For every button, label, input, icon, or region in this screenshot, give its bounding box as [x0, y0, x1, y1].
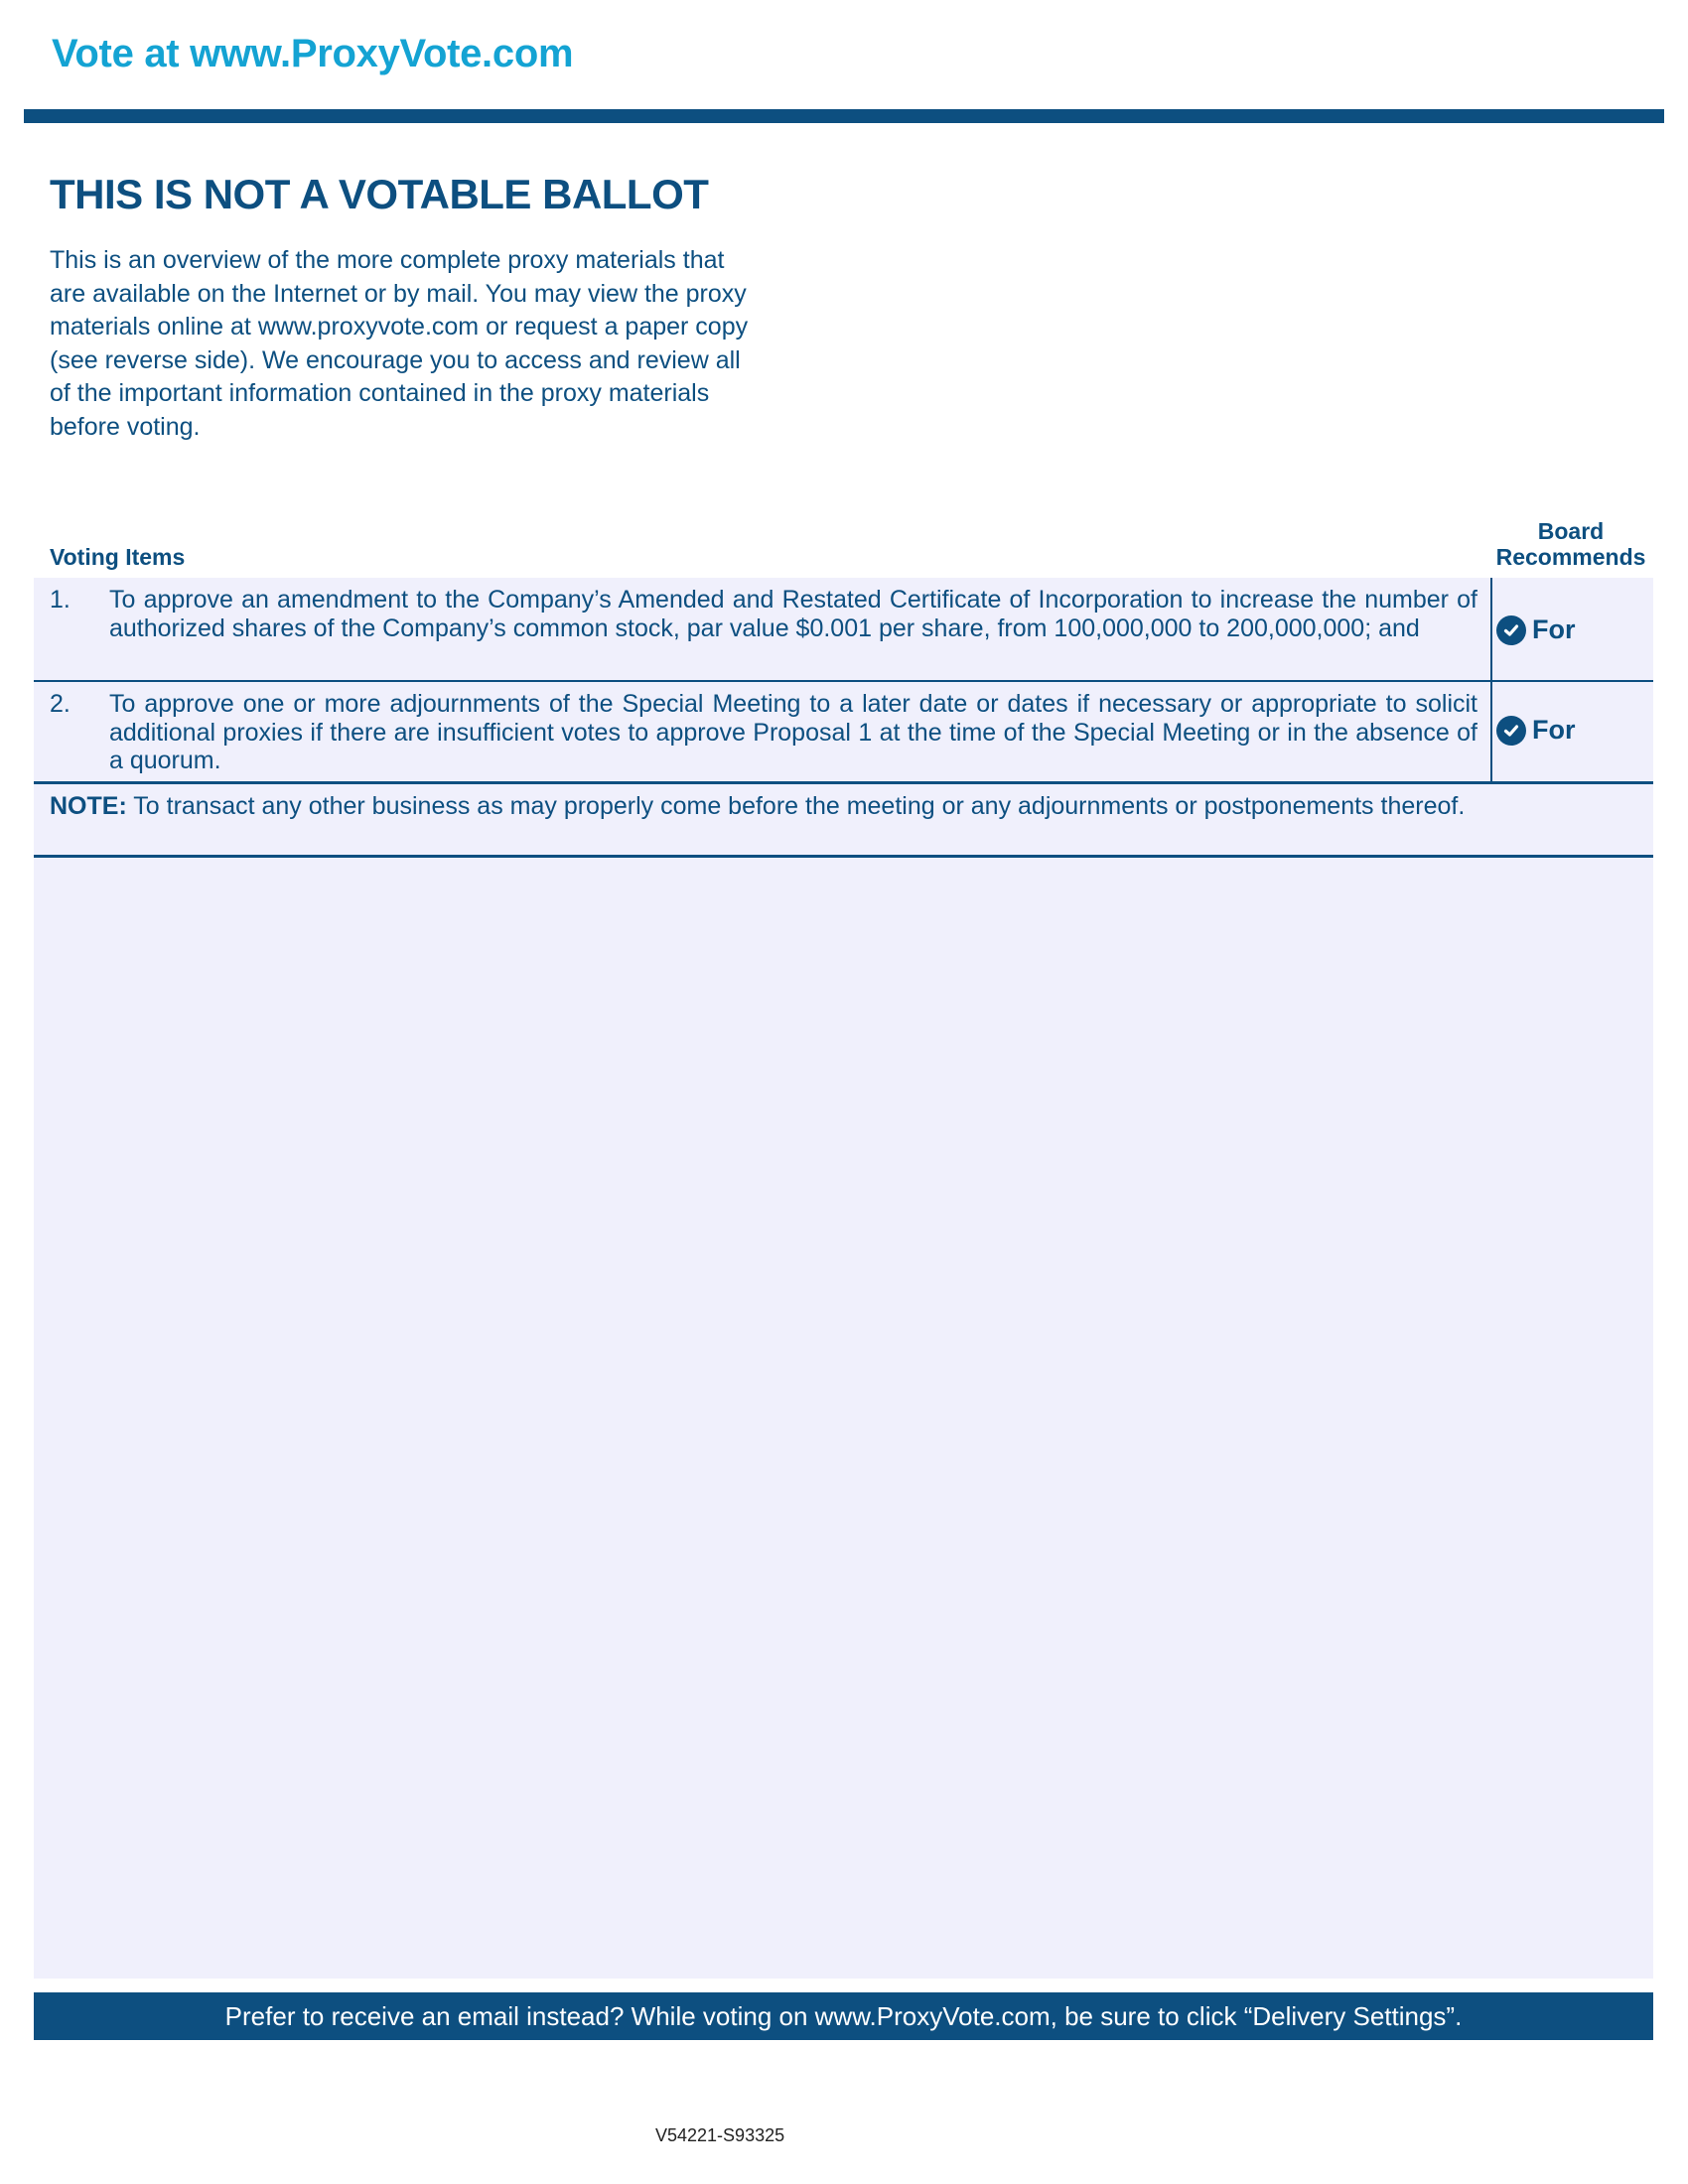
item-number: 2.	[50, 690, 70, 718]
recommendation-label: For	[1532, 715, 1576, 745]
header-title: Vote at www.ProxyVote.com	[52, 32, 574, 75]
header-divider-bar	[24, 109, 1664, 123]
column-header-line: Board	[1537, 518, 1605, 544]
intro-line: This is an overview of the more complete proxy materials that	[50, 246, 725, 274]
item-description: To approve one or more adjournments of the Special Meeting to a later date or dates if necessary or appropriate to solicit additional proxies if there are insufficient votes to approve Proposal 1 at the time of the Special Meeting or in the absence of a quorum.	[109, 690, 1477, 774]
voting-item-row	[34, 578, 1653, 682]
intro-paragraph	[50, 244, 824, 444]
note-label: NOTE:	[50, 792, 127, 820]
recommendation-label: For	[1532, 614, 1576, 644]
item-number: 1.	[50, 586, 70, 614]
intro-line: are available on the Internet or by mail. You may view the proxy	[50, 279, 747, 308]
board-recommendation	[1496, 715, 1576, 746]
board-recommendation	[1496, 614, 1576, 645]
note-body: To transact any other business as may properly come before the meeting or any adjournments or postponements thereof.	[126, 792, 1466, 820]
intro-line: of the important information contained in the proxy materials	[50, 379, 710, 407]
column-header-line: Recommends	[1495, 544, 1646, 570]
column-divider	[1490, 578, 1492, 784]
column-header-voting-items: Voting Items	[50, 544, 186, 570]
intro-line: (see reverse side). We encourage you to access and review all	[50, 345, 741, 374]
note-text	[50, 792, 1477, 821]
page-title: THIS IS NOT A VOTABLE BALLOT	[50, 171, 709, 217]
voting-item-row	[34, 682, 1653, 784]
intro-line: materials online at www.proxyvote.com or request a paper copy	[50, 313, 749, 341]
check-circle-icon	[1496, 716, 1526, 746]
item-description: To approve an amendment to the Company’s Amended and Restated Certificate of Incorporation to increase the number of authorized shares of the Company’s common stock, par value $0.001 per share, from 100,000,000 to 200,000,000; and	[109, 586, 1477, 642]
column-header-board-recommends	[1491, 518, 1650, 570]
intro-line: before voting.	[50, 412, 201, 441]
email-delivery-banner: Prefer to receive an email instead? While voting on www.ProxyVote.com, be sure to click “Delivery Settings”.	[34, 1992, 1653, 2040]
document-code: V54221-S93325	[655, 2125, 785, 2145]
check-circle-icon	[1496, 615, 1526, 645]
note-row	[34, 784, 1653, 858]
